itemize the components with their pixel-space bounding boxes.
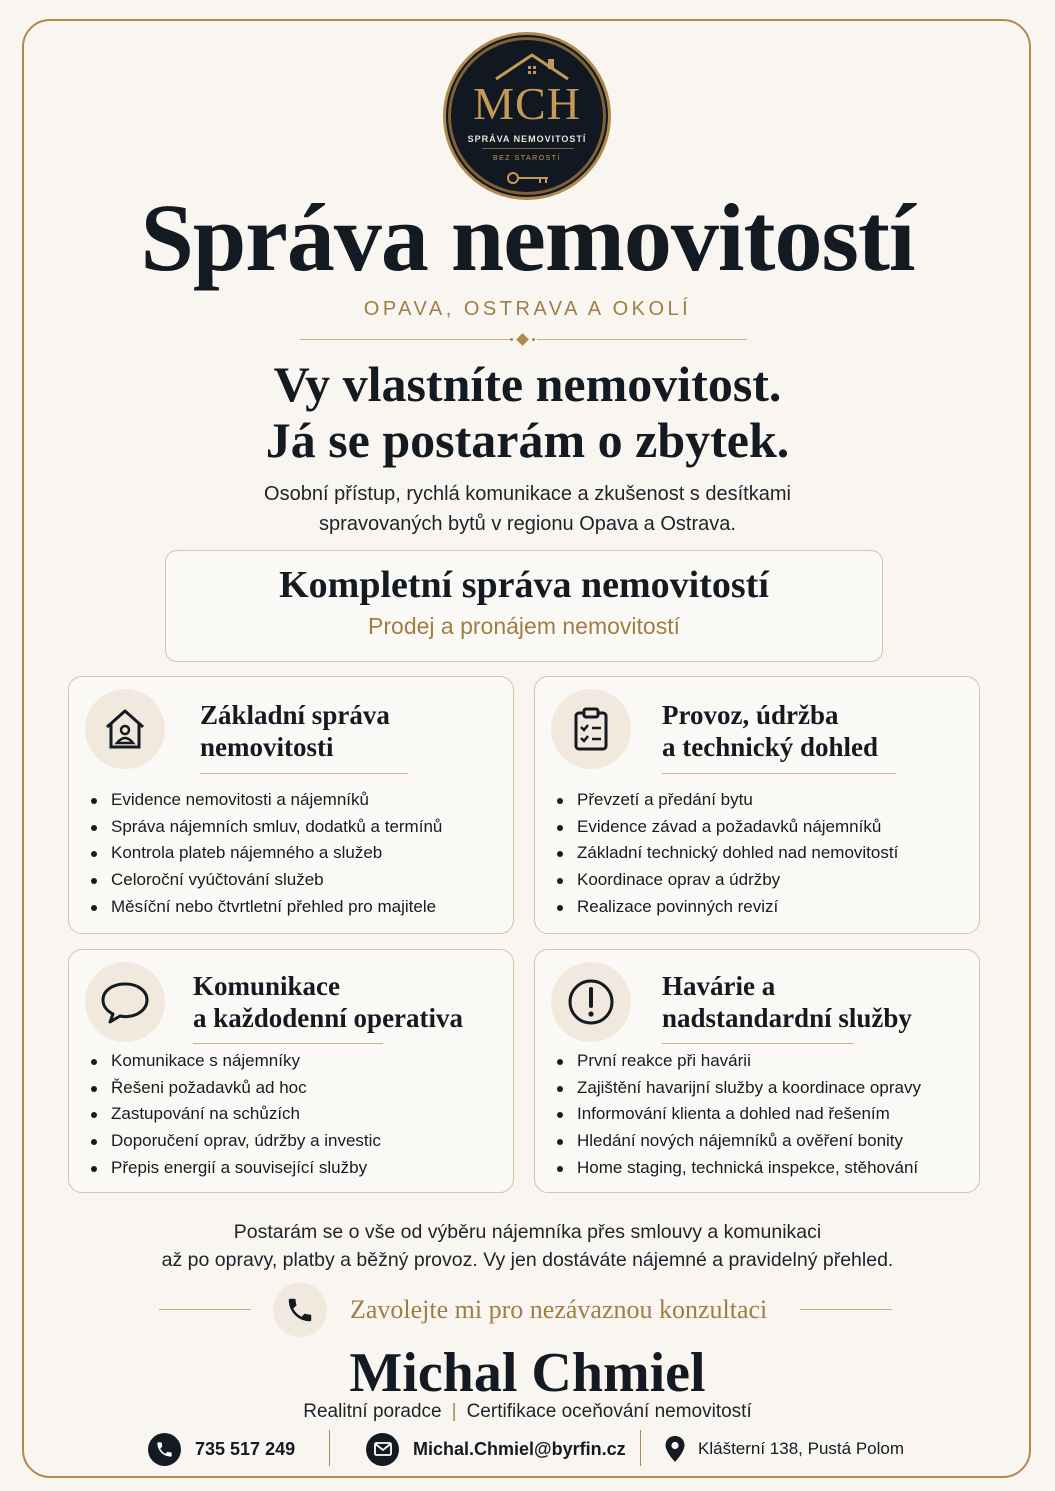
service-card-maintenance bbox=[534, 676, 980, 934]
clipboard-check-icon bbox=[551, 689, 631, 769]
contact-separator bbox=[640, 1430, 641, 1466]
list-item: Evidence závad a požadavků nájemníků bbox=[555, 814, 898, 841]
list-item: Doporučení oprav, údržby a investic bbox=[89, 1128, 381, 1155]
service-card-basic bbox=[68, 676, 514, 934]
list-item: Hledání nových nájemníků a ověření bonity bbox=[555, 1128, 921, 1155]
divider-right bbox=[537, 339, 747, 340]
card-title-line-2: a technický dohled bbox=[662, 732, 879, 762]
page-title: Správa nemovitostí bbox=[140, 184, 915, 291]
key-icon bbox=[506, 171, 552, 185]
closing-text bbox=[0, 1218, 1055, 1274]
divider-dot bbox=[510, 338, 513, 341]
list-item: Správa nájemních smluv, dodatků a termínů bbox=[89, 814, 442, 841]
phone-number[interactable]: 735 517 249 bbox=[195, 1438, 296, 1459]
main-service-title: Kompletní správa nemovitostí bbox=[279, 564, 769, 606]
intro-line-1: Osobní přístup, rychlá komunikace a zkušenost s desítkami bbox=[264, 483, 791, 505]
card-title bbox=[662, 970, 912, 1034]
card-title-rule bbox=[200, 773, 408, 774]
card-title bbox=[193, 970, 463, 1034]
list-item: Celoroční vyúčtování služeb bbox=[89, 867, 442, 894]
headline-line-1: Vy vlastníte nemovitost. bbox=[273, 356, 782, 412]
contact-separator bbox=[329, 1430, 330, 1466]
list-item: Zastupování na schůzích bbox=[89, 1101, 381, 1128]
cta-text: Zavolejte mi pro nezávaznou konzultaci bbox=[350, 1295, 768, 1324]
role-certification: Certifikace oceňování nemovitostí bbox=[466, 1401, 752, 1422]
list-item: Převzetí a předání bytu bbox=[555, 787, 898, 814]
card-title-line-1: Havárie a bbox=[662, 971, 776, 1001]
contact-phone[interactable] bbox=[148, 1432, 295, 1466]
phone-icon bbox=[148, 1433, 181, 1466]
role-separator: | bbox=[451, 1401, 457, 1422]
divider-left bbox=[300, 339, 510, 340]
card-title-line-1: Provoz, údržba bbox=[662, 700, 839, 730]
card-list bbox=[89, 1048, 381, 1182]
logo-monogram: MCH bbox=[473, 78, 581, 129]
logo-tagline-2: BEZ STAROSTÍ bbox=[492, 155, 562, 162]
list-item: Základní technický dohled nad nemovitostí bbox=[555, 840, 898, 867]
intro-line-2: spravovaných bytů v regionu Opava a Ostrava. bbox=[319, 513, 736, 535]
card-title bbox=[662, 699, 878, 763]
location-pin-icon bbox=[662, 1436, 688, 1462]
address-text: Klášterní 138, Pustá Polom bbox=[698, 1439, 905, 1458]
cta-divider-left bbox=[159, 1309, 251, 1310]
role-title: Realitní poradce bbox=[303, 1401, 442, 1422]
card-title bbox=[200, 699, 390, 763]
envelope-icon bbox=[366, 1433, 399, 1466]
list-item: Evidence nemovitosti a nájemníků bbox=[89, 787, 442, 814]
card-title-line-2: nadstandardní služby bbox=[662, 1003, 912, 1033]
card-list bbox=[555, 787, 898, 921]
cta-divider-right bbox=[800, 1309, 892, 1310]
card-title-rule bbox=[193, 1043, 383, 1044]
contact-address bbox=[662, 1432, 904, 1466]
contact-email[interactable] bbox=[366, 1432, 626, 1466]
card-title-rule bbox=[662, 773, 896, 774]
mch-logo bbox=[443, 32, 611, 200]
card-title-rule bbox=[662, 1043, 854, 1044]
house-person-icon bbox=[85, 689, 165, 769]
region-subtitle: OPAVA, OSTRAVA A OKOLÍ bbox=[363, 298, 692, 320]
person-name: Michal Chmiel bbox=[349, 1342, 706, 1404]
intro-text bbox=[0, 479, 1055, 539]
list-item: Řešeni požadavků ad hoc bbox=[89, 1075, 381, 1102]
logo-divider bbox=[482, 148, 574, 149]
list-item: Informování klienta a dohled nad řešením bbox=[555, 1101, 921, 1128]
closing-line-1: Postarám se o vše od výběru nájemníka přes smlouvy a komunikaci bbox=[233, 1221, 822, 1243]
email-address[interactable]: Michal.Chmiel@byrfin.cz bbox=[413, 1438, 626, 1459]
list-item: Přepis energií a související služby bbox=[89, 1155, 381, 1182]
phone-icon bbox=[273, 1283, 327, 1337]
divider-dot bbox=[532, 338, 535, 341]
person-role bbox=[0, 1401, 1055, 1423]
logo-tagline: SPRÁVA NEMOVITOSTÍ bbox=[467, 134, 587, 144]
list-item: Zajištění havarijní služby a koordinace opravy bbox=[555, 1075, 921, 1102]
alert-icon bbox=[551, 962, 631, 1042]
main-service-subtitle: Prodej a pronájem nemovitostí bbox=[368, 613, 680, 639]
headline bbox=[0, 356, 1055, 468]
card-list bbox=[555, 1048, 921, 1182]
roof-icon bbox=[492, 51, 572, 81]
card-title-line-1: Komunikace bbox=[193, 971, 341, 1001]
list-item: Měsíční nebo čtvrtletní přehled pro majitele bbox=[89, 894, 442, 921]
card-title-line-1: Základní správa bbox=[200, 700, 390, 730]
main-service-box bbox=[165, 550, 883, 662]
service-card-communication bbox=[68, 949, 514, 1193]
headline-line-2: Já se postarám o zbytek. bbox=[265, 412, 790, 468]
closing-line-2: až po opravy, platby a běžný provoz. Vy jen dostáváte nájemné a pravidelný přehled. bbox=[161, 1249, 894, 1271]
list-item: Koordinace oprav a údržby bbox=[555, 867, 898, 894]
card-title-line-2: nemovitosti bbox=[200, 732, 334, 762]
service-card-emergency bbox=[534, 949, 980, 1193]
list-item: Home staging, technická inspekce, stěhování bbox=[555, 1155, 921, 1182]
list-item: Komunikace s nájemníky bbox=[89, 1048, 381, 1075]
speech-bubble-icon bbox=[85, 962, 165, 1042]
list-item: První reakce při havárii bbox=[555, 1048, 921, 1075]
list-item: Kontrola plateb nájemného a služeb bbox=[89, 840, 442, 867]
card-list bbox=[89, 787, 442, 921]
card-title-line-2: a každodenní operativa bbox=[193, 1003, 464, 1033]
list-item: Realizace povinných revizí bbox=[555, 894, 898, 921]
